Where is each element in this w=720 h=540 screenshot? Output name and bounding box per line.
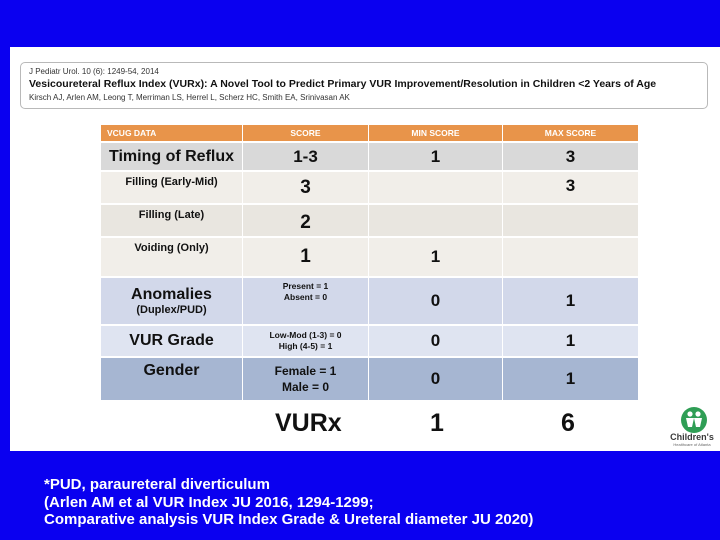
vurx-score-table	[101, 125, 638, 401]
vurx-total-label: VURx	[275, 409, 342, 437]
vurx-total-max: 6	[561, 409, 575, 437]
footnote-line: (Arlen AM et al VUR Index JU 2016, 1294-1299;	[44, 493, 374, 511]
row-label: Voiding (Only)	[101, 238, 243, 277]
citation-title: Vesicoureteral Reflux Index (VURx): A Novel Tool to Predict Primary VUR Improvement/Resolution in Children <2 Years of Age	[29, 78, 657, 90]
row-min	[369, 205, 503, 237]
header-min-score: MIN SCORE	[369, 125, 503, 142]
row-score: 1-3	[243, 143, 369, 171]
row-min	[369, 172, 503, 204]
logo-subtitle: Healthcare of Atlanta	[673, 442, 711, 447]
criteria-line: Male = 0	[281, 380, 330, 394]
row-min: 1	[369, 143, 503, 171]
table-row-vur-grade	[101, 326, 638, 357]
criteria-line: Absent = 0	[283, 292, 328, 302]
header-vcug-data: VCUG DATA	[101, 125, 243, 142]
row-score-criteria	[243, 326, 369, 357]
row-min: 0	[369, 278, 503, 325]
table-header-row	[101, 125, 638, 142]
row-max: 1	[503, 326, 638, 357]
footnotes	[44, 476, 533, 529]
row-min: 0	[369, 358, 503, 401]
row-label: Filling (Late)	[101, 205, 243, 237]
row-score-criteria	[243, 278, 369, 325]
row-max	[503, 205, 638, 237]
row-min: 0	[369, 326, 503, 357]
row-label: Filling (Early-Mid)	[101, 172, 243, 204]
row-score: 3	[243, 172, 369, 204]
header-max-score: MAX SCORE	[503, 125, 638, 142]
table-row-filling-late	[101, 205, 638, 237]
row-label: VUR Grade	[101, 326, 243, 357]
row-max: 3	[503, 143, 638, 171]
criteria-line: Low-Mod (1-3) = 0	[269, 330, 342, 340]
row-label: Gender	[101, 358, 243, 401]
header-score: SCORE	[243, 125, 369, 142]
table-row-filling-early	[101, 172, 638, 204]
table-row-timing	[101, 143, 638, 171]
row-max: 3	[503, 172, 638, 204]
row-score: 1	[243, 238, 369, 277]
footnote-line: *PUD, paraureteral diverticulum	[44, 476, 270, 493]
row-score-criteria	[243, 358, 369, 401]
table-row-voiding	[101, 238, 638, 277]
row-max: 1	[503, 358, 638, 401]
citation-journal: J Pediatr Urol. 10 (6): 1249-54, 2014	[29, 67, 159, 76]
citation-authors: Kirsch AJ, Arlen AM, Leong T, Merriman LS, Herrel L, Scherz HC, Smith EA, Srinivasan AK	[29, 93, 350, 102]
row-label: Timing of Reflux	[101, 143, 243, 171]
citation-box	[20, 62, 708, 109]
row-sublabel: (Duplex/PUD)	[136, 304, 207, 316]
table-row-anomalies	[101, 278, 638, 325]
footnote-line: Comparative analysis VUR Index Grade & Ureteral diameter JU 2020)	[44, 511, 534, 528]
row-label: Anomalies	[131, 286, 212, 303]
table-row-gender	[101, 358, 638, 401]
criteria-line: High (4-5) = 1	[278, 341, 333, 351]
logo-name: Children's	[670, 432, 714, 442]
criteria-line: Female = 1	[274, 364, 337, 378]
row-max: 1	[503, 278, 638, 325]
childrens-figures-icon	[681, 407, 707, 433]
row-min: 1	[369, 238, 503, 277]
vurx-total-min: 1	[430, 409, 444, 437]
row-label-group	[101, 278, 243, 325]
row-max	[503, 238, 638, 277]
slide-panel	[10, 47, 720, 451]
childrens-healthcare-logo	[666, 405, 718, 449]
criteria-line: Present = 1	[282, 281, 329, 291]
row-score: 2	[243, 205, 369, 237]
